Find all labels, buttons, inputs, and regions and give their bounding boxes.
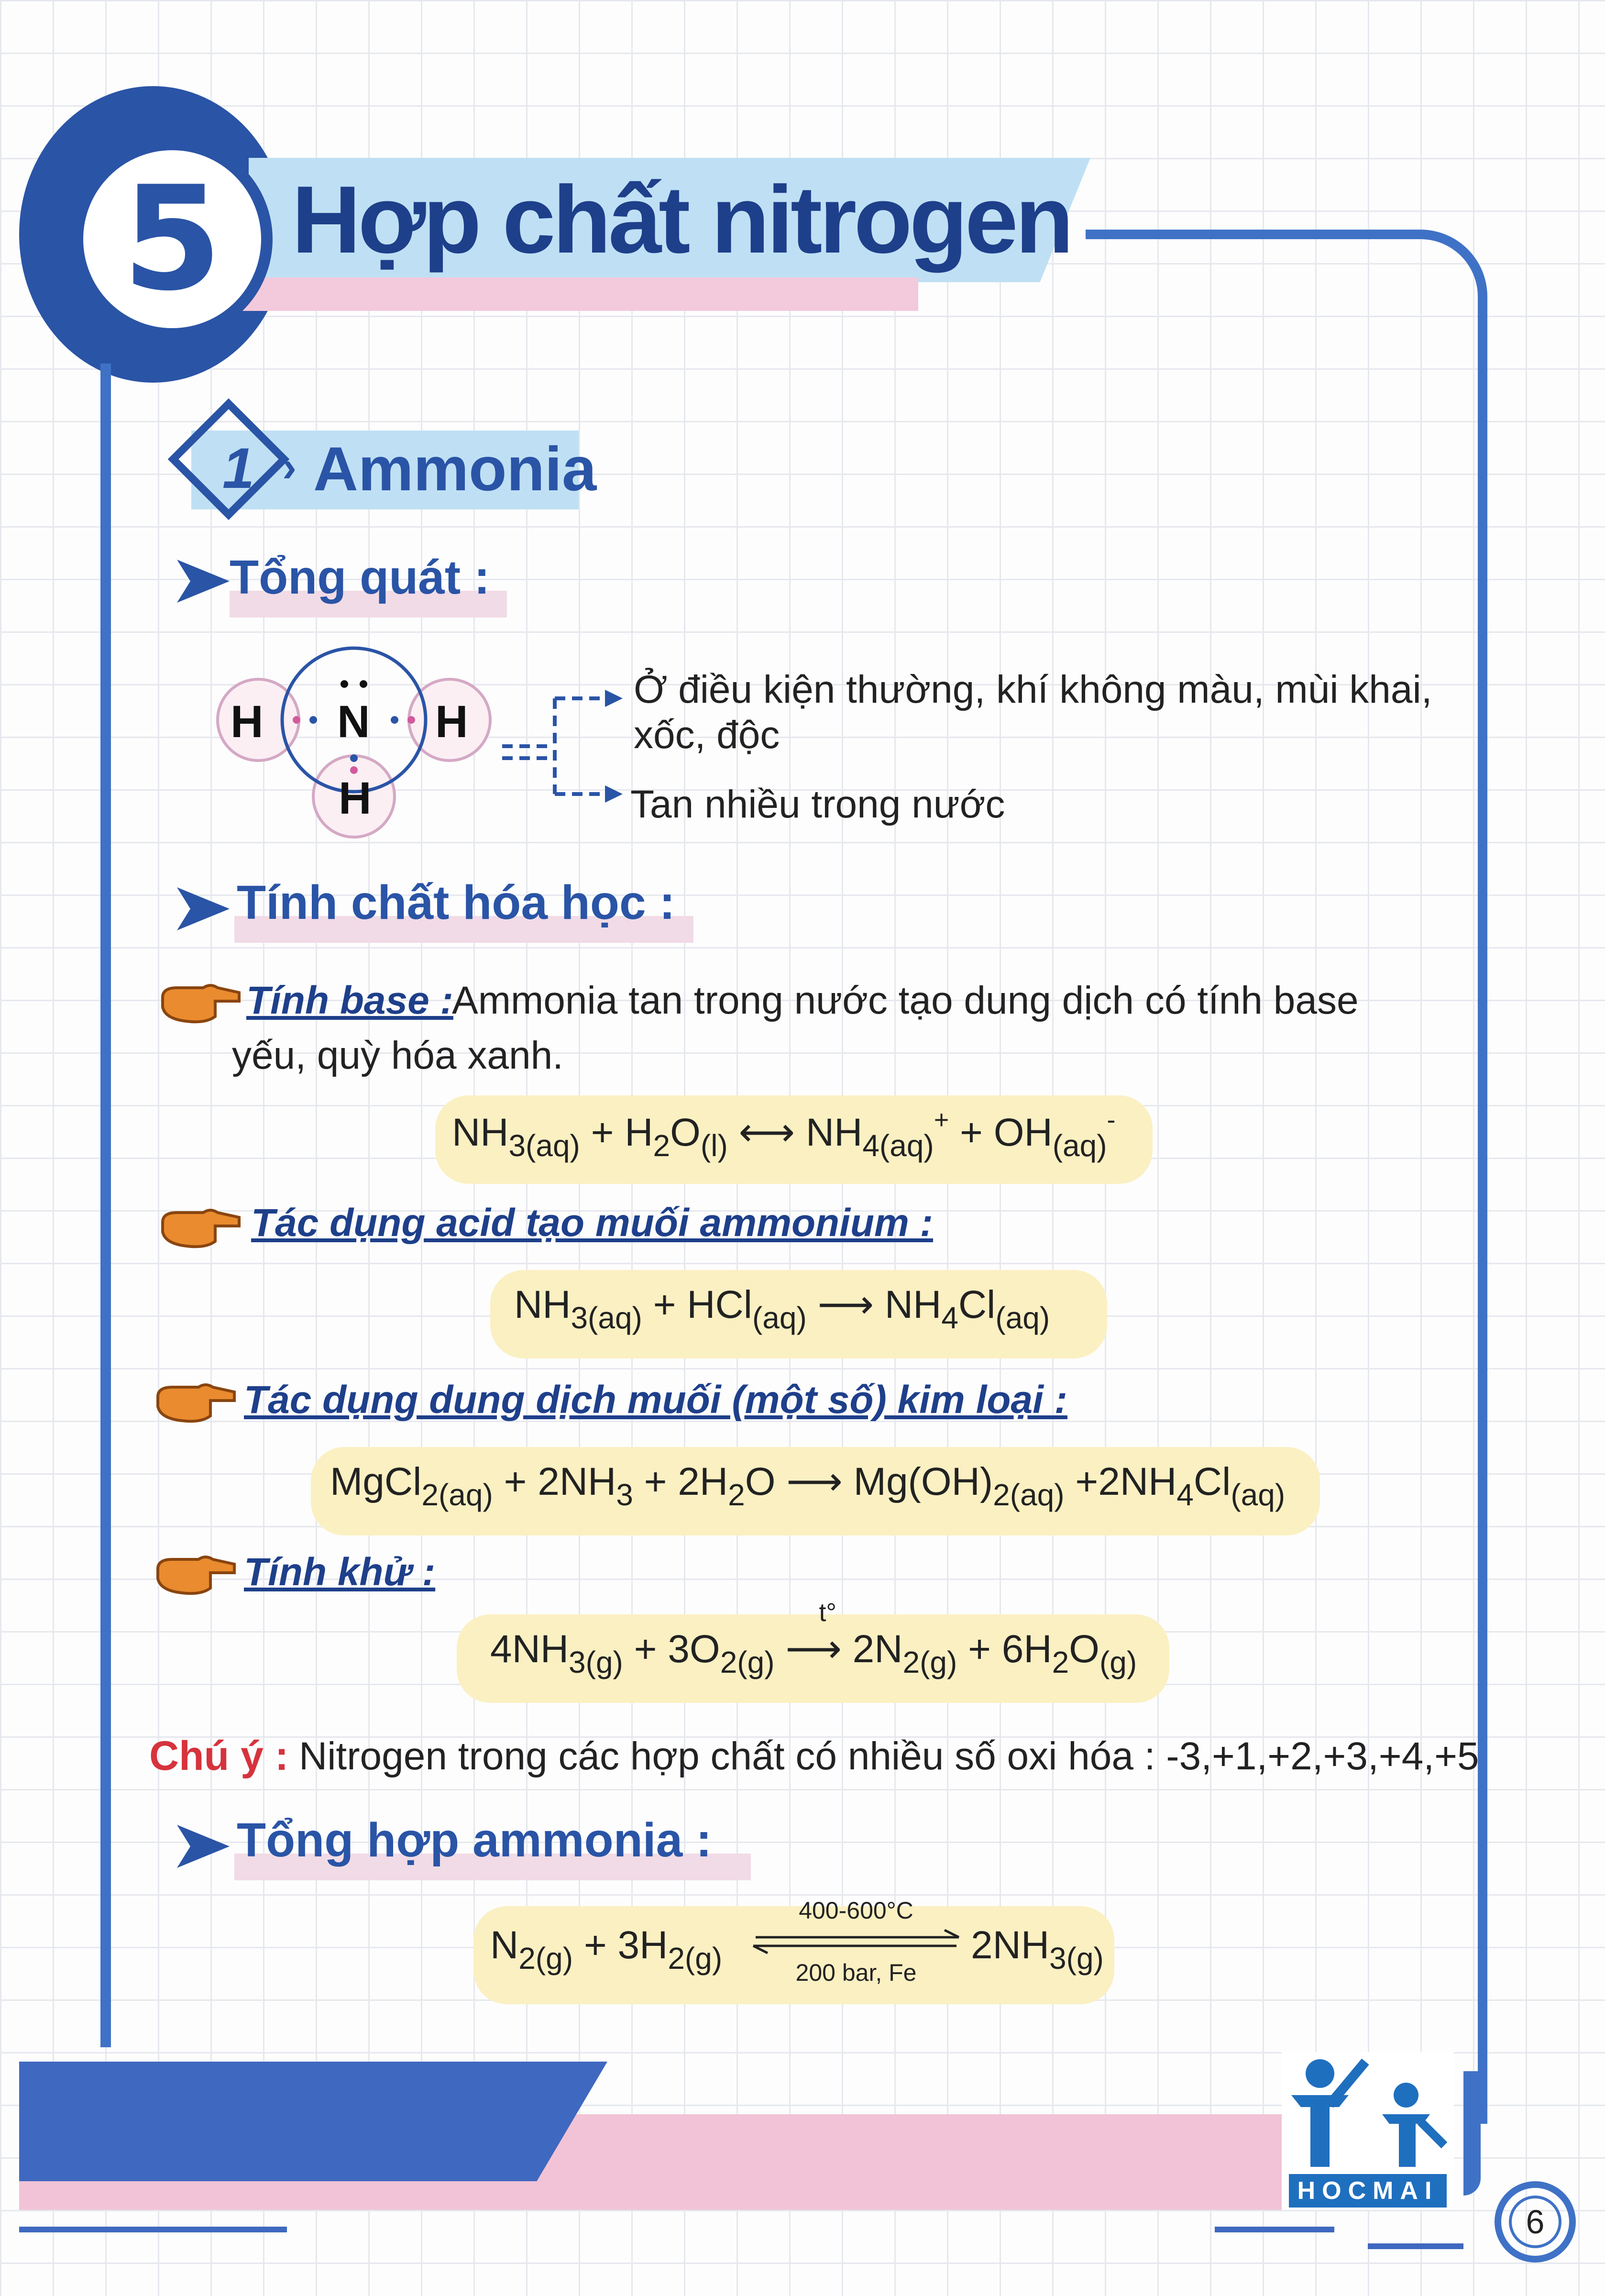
condition-top: 400-600°C (799, 1897, 913, 1924)
acid-label: Tác dụng acid tạo muối ammonium : (251, 1201, 933, 1245)
lewis-atom-h-left: H (231, 696, 264, 747)
note-text: Nitrogen trong các hợp chất có nhiều số oxi hóa : -3,+1,+2,+3,+4,+5 (299, 1734, 1479, 1778)
pointing-hand-icon (153, 1378, 237, 1425)
equation-acid: $NH_{3(aq)} + HCl_{(aq)}$ ⟶ $NH_4Cl_{(aq)}$ (514, 1283, 1050, 1335)
section-title: Ammonia (313, 434, 597, 504)
lewis-atom-n: N (337, 696, 370, 747)
general-heading: Tổng quát : (230, 551, 490, 604)
page-number-badge (1495, 2181, 1576, 2263)
frame-left-border (100, 364, 111, 2047)
frame-corner (1463, 2071, 1481, 2196)
logo-text: HOCMAI (1289, 2174, 1447, 2208)
arrow-bullet-icon (177, 1825, 230, 1868)
arrow-bullet-icon (177, 560, 230, 603)
note-label: Chú ý : (149, 1733, 289, 1779)
hocmai-logo-icon (1282, 2052, 1454, 2176)
title-underline (225, 277, 918, 311)
frame-right-border (1086, 230, 1487, 2124)
pointing-hand-icon (158, 1203, 242, 1251)
section-number: 1 (222, 436, 254, 500)
equilibrium-arrow-icon (748, 1928, 964, 1956)
pointing-hand-icon (158, 978, 242, 1026)
chevron-right-icon: › (282, 443, 297, 491)
property-line-2: xốc, độc (634, 713, 780, 757)
base-text-line-2: yếu, quỳ hóa xanh. (232, 1034, 563, 1077)
salt-label: Tác dụng dung dịch muối (một số) kim loại : (244, 1378, 1067, 1422)
base-label: Tính base : (246, 979, 453, 1022)
chapter-badge (72, 139, 273, 340)
equation-reducing: $4NH_{3(g)} + 3O_{2(g)}$ t° ⟶ $2N_{2(g)} + 6H_2O_{(g)}$ (490, 1598, 1137, 1679)
pointing-hand-icon (153, 1550, 237, 1598)
lewis-atom-h-bottom: H (339, 773, 372, 824)
base-text-line-1: Ammonia tan trong nước tạo dung dịch có tính base (452, 979, 1359, 1022)
equation-salt: MgCl$_{2(aq)}$ + $2NH_3 + 2H_2O$ ⟶ $Mg(OH)_{2(aq)} +2NH_4Cl_{(aq)}$ (330, 1460, 1286, 1512)
property-line-1: Ở điều kiện thường, khí không màu, mùi khai, (634, 668, 1432, 711)
equation-base: $NH_{3(aq)} + H_2O_{(l)}$ ⟷ $NH_{4(aq)}^+ + OH_{(aq)}^-$ (452, 1105, 1116, 1163)
footer-blue-band (19, 2062, 607, 2181)
page-title: Hợp chất nitrogen (292, 166, 1071, 273)
chapter-number: 5 (122, 155, 222, 322)
chemical-heading: Tính chất hóa học : (237, 876, 675, 929)
page-number: 6 (1509, 2196, 1561, 2248)
footer-line (1368, 2243, 1463, 2249)
footer-line (19, 2227, 287, 2232)
equation-synthesis: $N_{2(g)} + 3H_{2(g)}$ (490, 1923, 723, 1976)
reducing-label: Tính khử : (244, 1550, 436, 1594)
bracket-arrow-icon (497, 674, 641, 818)
synthesis-heading: Tổng hợp ammonia : (237, 1813, 712, 1867)
arrow-bullet-icon (177, 887, 230, 930)
condition-bottom: 200 bar, Fe (795, 1959, 917, 1986)
footer-line (1215, 2227, 1334, 2232)
lewis-atom-h-right: H (435, 696, 468, 747)
property-solubility: Tan nhiều trong nước (630, 783, 1005, 826)
equation-synthesis-product: $2NH_{3(g)}$ (971, 1923, 1104, 1976)
